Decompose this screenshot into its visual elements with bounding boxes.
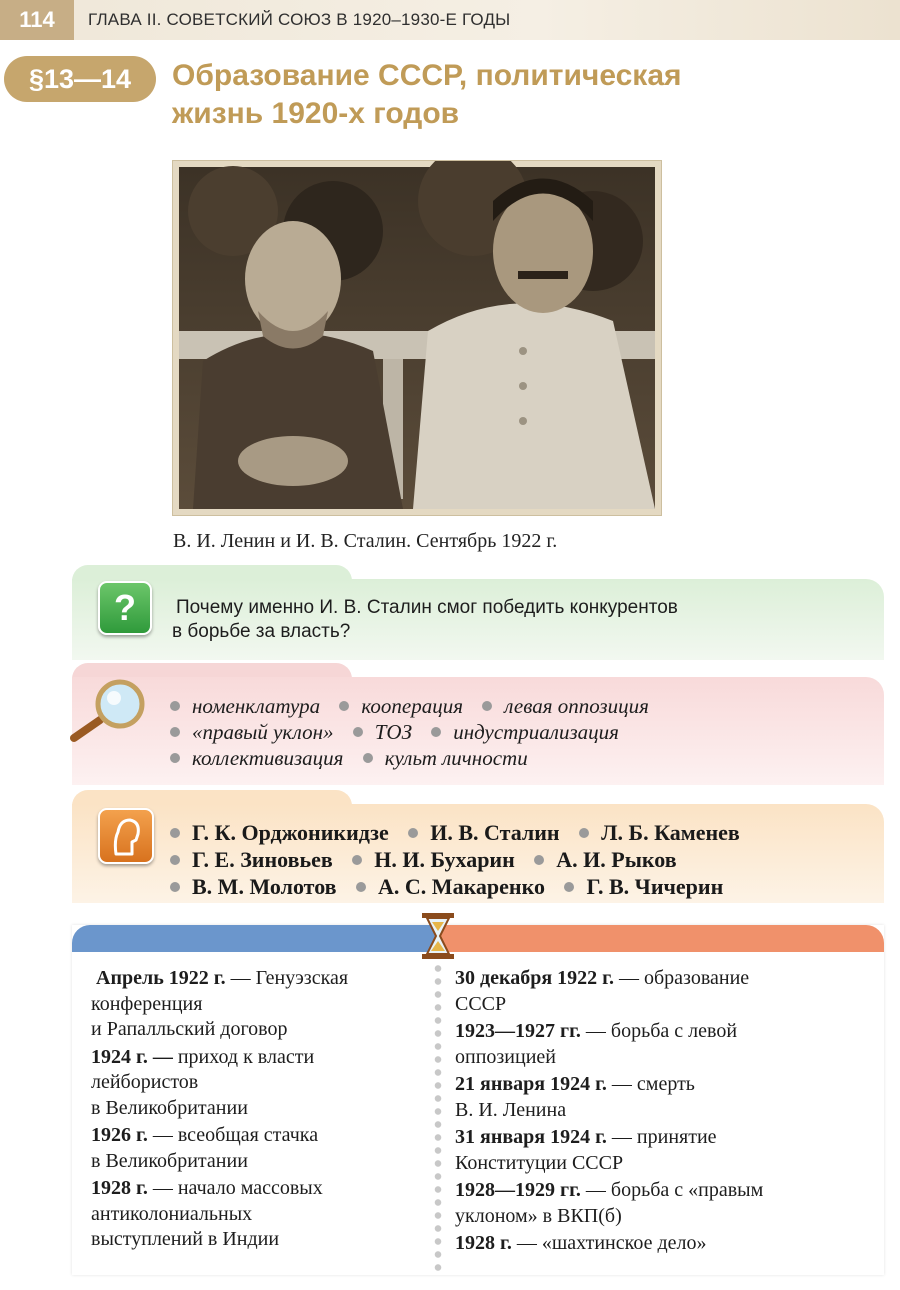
timeline-entry: 31 января 1924 г. — принятие Конституции СССР: [455, 1126, 717, 1174]
entry-date: 31 января 1924 г.: [455, 1126, 607, 1148]
bullet-icon: [356, 882, 366, 892]
person-item: Г. Е. Зиновьев: [170, 847, 333, 872]
person-item: Г. В. Чичерин: [564, 874, 723, 899]
entry-date: 1928—1929 гг.: [455, 1179, 581, 1201]
term-item: культ личности: [363, 746, 528, 770]
bullet-icon: [579, 828, 589, 838]
bullet-icon: [564, 882, 574, 892]
term-item: «правый уклон»: [170, 720, 333, 744]
entry-date: Апрель 1922 г.: [96, 967, 226, 989]
bullet-icon: [431, 727, 441, 737]
timeline-entry: 1924 г. — приход к власти лейбористов в Великобритании: [91, 1045, 315, 1119]
page-title: [172, 57, 872, 133]
bullet-icon: [170, 828, 180, 838]
bullet-icon: [363, 753, 373, 763]
person-item: А. И. Рыков: [534, 847, 676, 872]
photo-caption: В. И. Ленин и И. В. Сталин. Сентябрь 1922 г.: [173, 530, 558, 552]
term-item: номенклатура: [170, 694, 320, 718]
person-item: Л. Б. Каменев: [579, 820, 740, 845]
person-item: В. М. Молотов: [170, 874, 337, 899]
entry-date: 1923—1927 гг.: [455, 1020, 581, 1042]
bullet-icon: [408, 828, 418, 838]
question-line-2: в борьбе за власть?: [172, 621, 351, 642]
person-profile-icon: [98, 808, 154, 864]
chapter-title: ГЛАВА II. СОВЕТСКИЙ СОЮЗ В 1920–1930-Е ГОДЫ: [88, 10, 511, 29]
person-item: А. С. Макаренко: [356, 874, 545, 899]
timeline-entry: 1928 г. — начало массовых антиколониальных выступлений в Индии: [91, 1177, 323, 1250]
bullet-icon: [170, 701, 180, 711]
bullet-icon: [339, 701, 349, 711]
person-item: Н. И. Бухарин: [352, 847, 515, 872]
entry-date: 1926 г.: [91, 1124, 148, 1146]
bullet-icon: [170, 753, 180, 763]
section-badge: §13—14: [4, 56, 156, 102]
question-text: [172, 596, 862, 644]
hourglass-icon: [418, 911, 458, 961]
entry-date: 21 января 1924 г.: [455, 1073, 607, 1095]
person-item: И. В. Сталин: [408, 820, 559, 845]
bullet-icon: [170, 855, 180, 865]
timeline-ussr-events: [455, 966, 865, 1259]
bullet-icon: [482, 701, 492, 711]
bullet-icon: [352, 855, 362, 865]
bullet-icon: [534, 855, 544, 865]
question-line-1: Почему именно И. В. Сталин смог победить конкурентов: [176, 597, 678, 618]
key-persons: [170, 819, 880, 900]
timeline-entry: Апрель 1922 г. — Генуэзская конференция и Рапалльский договор: [91, 967, 349, 1040]
bullet-icon: [353, 727, 363, 737]
person-item: Г. К. Орджоникидзе: [170, 820, 389, 845]
question-icon: ?: [98, 581, 152, 635]
term-item: коллективизация: [170, 746, 343, 770]
timeline-entry: 1928 г. — «шахтинское дело»: [455, 1232, 707, 1254]
timeline-divider: [434, 962, 442, 1272]
historical-photo: [173, 161, 661, 515]
timeline-entry: 1923—1927 гг. — борьба с левой оппозицией: [455, 1020, 738, 1068]
term-item: левая оппозиция: [482, 694, 649, 718]
bullet-icon: [170, 882, 180, 892]
timeline-entry: 21 января 1924 г. — смерть В. И. Ленина: [455, 1073, 695, 1121]
entry-date: 30 декабря 1922 г.: [455, 967, 614, 989]
timeline-entry: 1928—1929 гг. — борьба с «правым уклоном» в ВКП(б): [455, 1179, 764, 1227]
timeline-world-bar: [72, 925, 438, 952]
timeline-entry: 1926 г. — всеобщая стачка в Великобритании: [91, 1124, 319, 1172]
timeline-ussr-bar: [438, 925, 884, 952]
title-line-2: жизнь 1920-х годов: [172, 97, 460, 130]
magnifier-icon: [64, 676, 154, 746]
entry-date: 1928 г.: [91, 1177, 148, 1199]
key-terms: [170, 693, 870, 771]
term-item: кооперация: [339, 694, 463, 718]
term-item: ТОЗ: [353, 720, 412, 744]
entry-date: 1928 г.: [455, 1232, 512, 1254]
timeline-world-events: [91, 966, 421, 1255]
title-line-1: Образование СССР, политическая: [172, 59, 682, 92]
timeline-entry: 30 декабря 1922 г. — образование СССР: [455, 967, 750, 1015]
entry-date: 1924 г. —: [91, 1045, 173, 1068]
term-item: индустриализация: [431, 720, 619, 744]
bullet-icon: [170, 727, 180, 737]
page-number: 114: [0, 0, 74, 40]
